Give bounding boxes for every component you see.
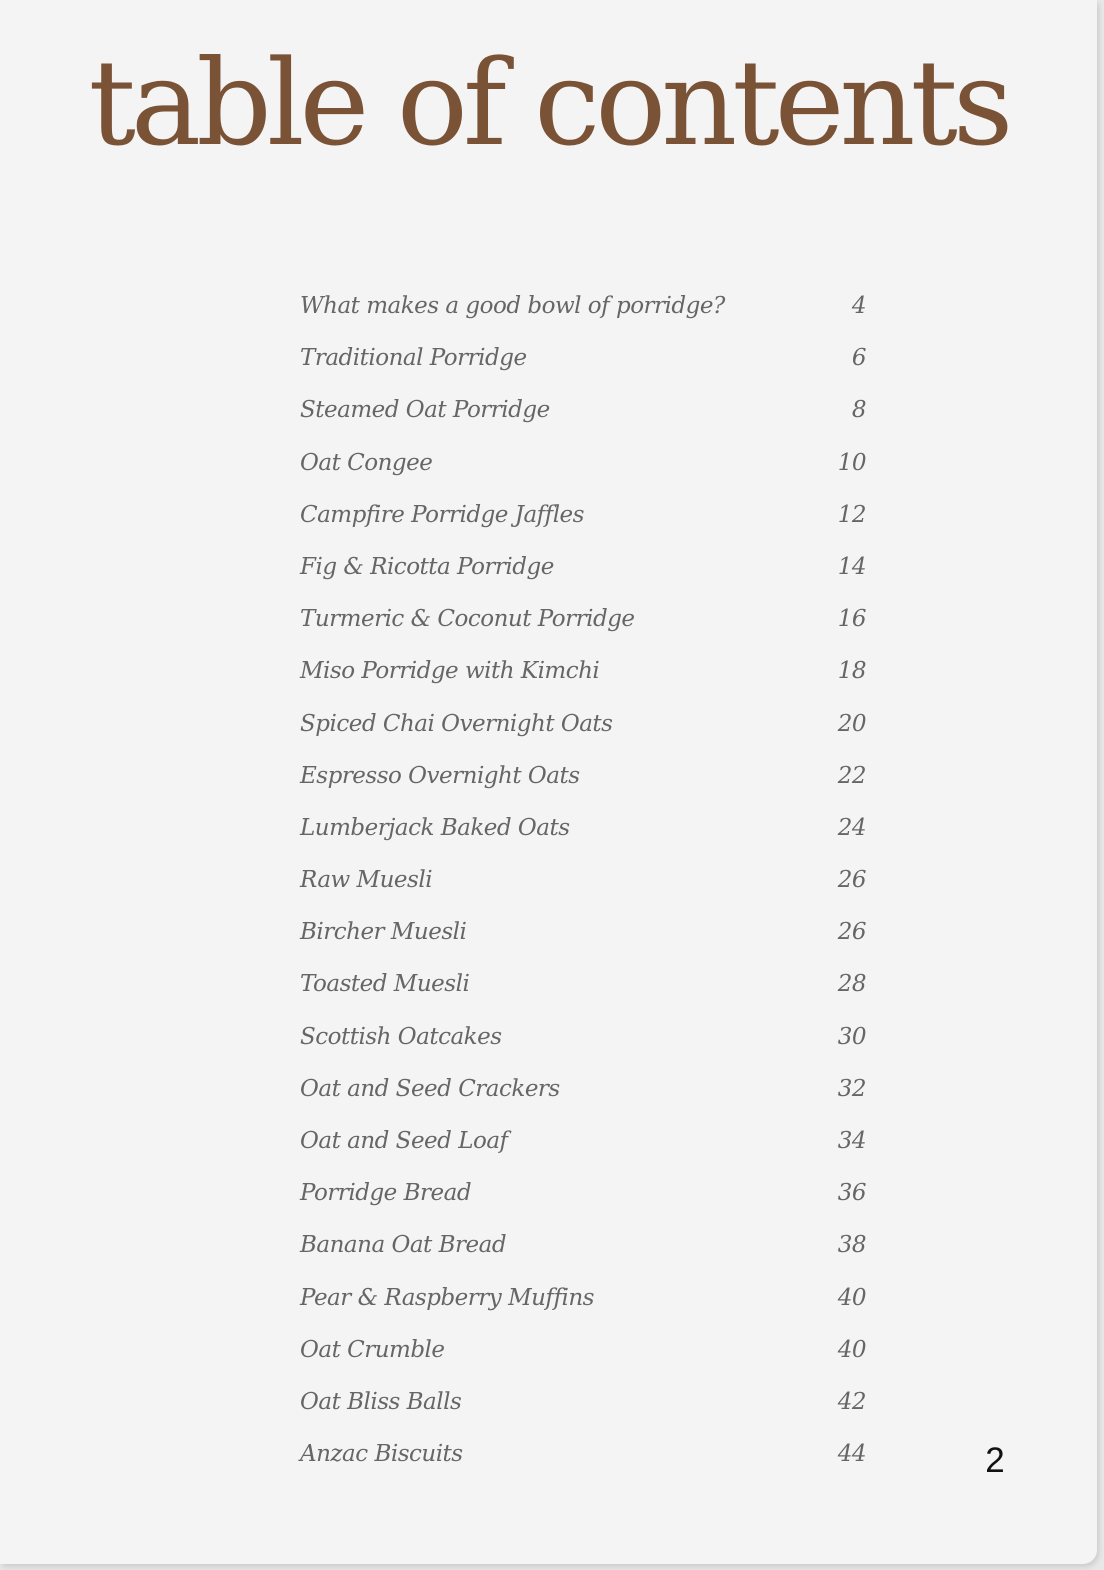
toc-entry[interactable] [300, 750, 866, 802]
toc-entry-page: 24 [837, 814, 866, 841]
toc-entry-title: Raw Muesli [300, 867, 433, 894]
toc-entry[interactable] [300, 906, 866, 958]
toc-entry[interactable] [300, 280, 866, 332]
toc-entry[interactable] [300, 1219, 866, 1271]
toc-entry-title: Pear & Raspberry Muffins [300, 1284, 594, 1311]
toc-entry[interactable] [300, 1428, 866, 1480]
toc-entry-title: Scottish Oatcakes [300, 1023, 502, 1050]
toc-entry-page: 36 [837, 1180, 866, 1207]
toc-entry-page: 40 [837, 1284, 866, 1311]
toc-entry-page: 16 [837, 606, 866, 633]
toc-entry[interactable] [300, 1011, 866, 1063]
toc-entry-page: 40 [837, 1336, 866, 1363]
page-title: table of contents [88, 34, 1009, 172]
toc-entry-page: 18 [837, 658, 866, 685]
toc-entry-title: Anzac Biscuits [300, 1441, 463, 1468]
toc-entry-page: 20 [837, 710, 866, 737]
toc-entry-title: Traditional Porridge [300, 345, 527, 372]
toc-entry-page: 30 [837, 1023, 866, 1050]
toc-entry-page: 6 [851, 345, 866, 372]
toc-entry[interactable] [300, 593, 866, 645]
toc-entry-page: 26 [837, 919, 866, 946]
toc-entry-page: 4 [851, 293, 866, 319]
toc-entry[interactable] [300, 1115, 866, 1167]
toc-entry[interactable] [300, 489, 866, 541]
toc-entry-title: Oat Crumble [300, 1336, 445, 1363]
toc-entry-title: Espresso Overnight Oats [300, 762, 580, 789]
toc-entry-title: Steamed Oat Porridge [300, 397, 550, 424]
toc-entry[interactable] [300, 698, 866, 750]
toc-entry-page: 38 [837, 1232, 866, 1259]
toc-entry-title: Oat Congee [300, 449, 433, 476]
toc-entry-page: 28 [837, 971, 866, 998]
toc-entry-page: 10 [837, 449, 866, 476]
toc-entry-title: Toasted Muesli [300, 971, 470, 998]
toc-entry-page: 34 [837, 1128, 866, 1154]
toc-entry-page: 12 [837, 501, 866, 528]
toc-entry-page: 22 [837, 762, 866, 789]
toc-entry-title: Lumberjack Baked Oats [300, 814, 570, 841]
toc-entry-page: 14 [837, 553, 866, 580]
toc-entry-title: Miso Porridge with Kimchi [300, 658, 600, 685]
toc-entry-title: Oat Bliss Balls [300, 1388, 462, 1415]
toc-entry[interactable] [300, 332, 866, 384]
toc-entry[interactable] [300, 854, 866, 906]
toc-entry-title: Spiced Chai Overnight Oats [300, 710, 613, 737]
toc-entry-page: 8 [851, 397, 866, 424]
page-number: 2 [985, 1441, 1005, 1480]
toc-entry[interactable] [300, 1376, 866, 1428]
toc-entry-title: Banana Oat Bread [300, 1232, 507, 1259]
toc-entry-page: 44 [837, 1441, 866, 1468]
toc-entry[interactable] [300, 1167, 866, 1219]
toc-entry-page: 42 [837, 1388, 866, 1415]
toc-entry-title: Oat and Seed Loaf [300, 1128, 508, 1154]
toc-entry[interactable] [300, 1063, 866, 1115]
toc-entry[interactable] [300, 802, 866, 854]
toc-entry[interactable] [300, 1272, 866, 1324]
toc-entry-title: Fig & Ricotta Porridge [300, 553, 554, 580]
toc-entry-title: Bircher Muesli [300, 919, 467, 946]
toc-entry[interactable] [300, 437, 866, 489]
toc-entry-title: Oat and Seed Crackers [300, 1075, 560, 1102]
toc-entry[interactable] [300, 384, 866, 436]
toc-entry[interactable] [300, 958, 866, 1010]
toc-entry-title: Turmeric & Coconut Porridge [300, 606, 635, 633]
toc-entry-page: 32 [837, 1075, 866, 1102]
toc-entry[interactable] [300, 1324, 866, 1376]
toc-entry-title: Campfire Porridge Jaffles [300, 501, 584, 528]
toc-entry-title: What makes a good bowl of porridge? [300, 293, 725, 319]
toc-entry[interactable] [300, 541, 866, 593]
toc-entry-page: 26 [837, 867, 866, 894]
toc-list [300, 280, 866, 1480]
toc-entry-title: Porridge Bread [300, 1180, 472, 1207]
toc-entry[interactable] [300, 645, 866, 697]
